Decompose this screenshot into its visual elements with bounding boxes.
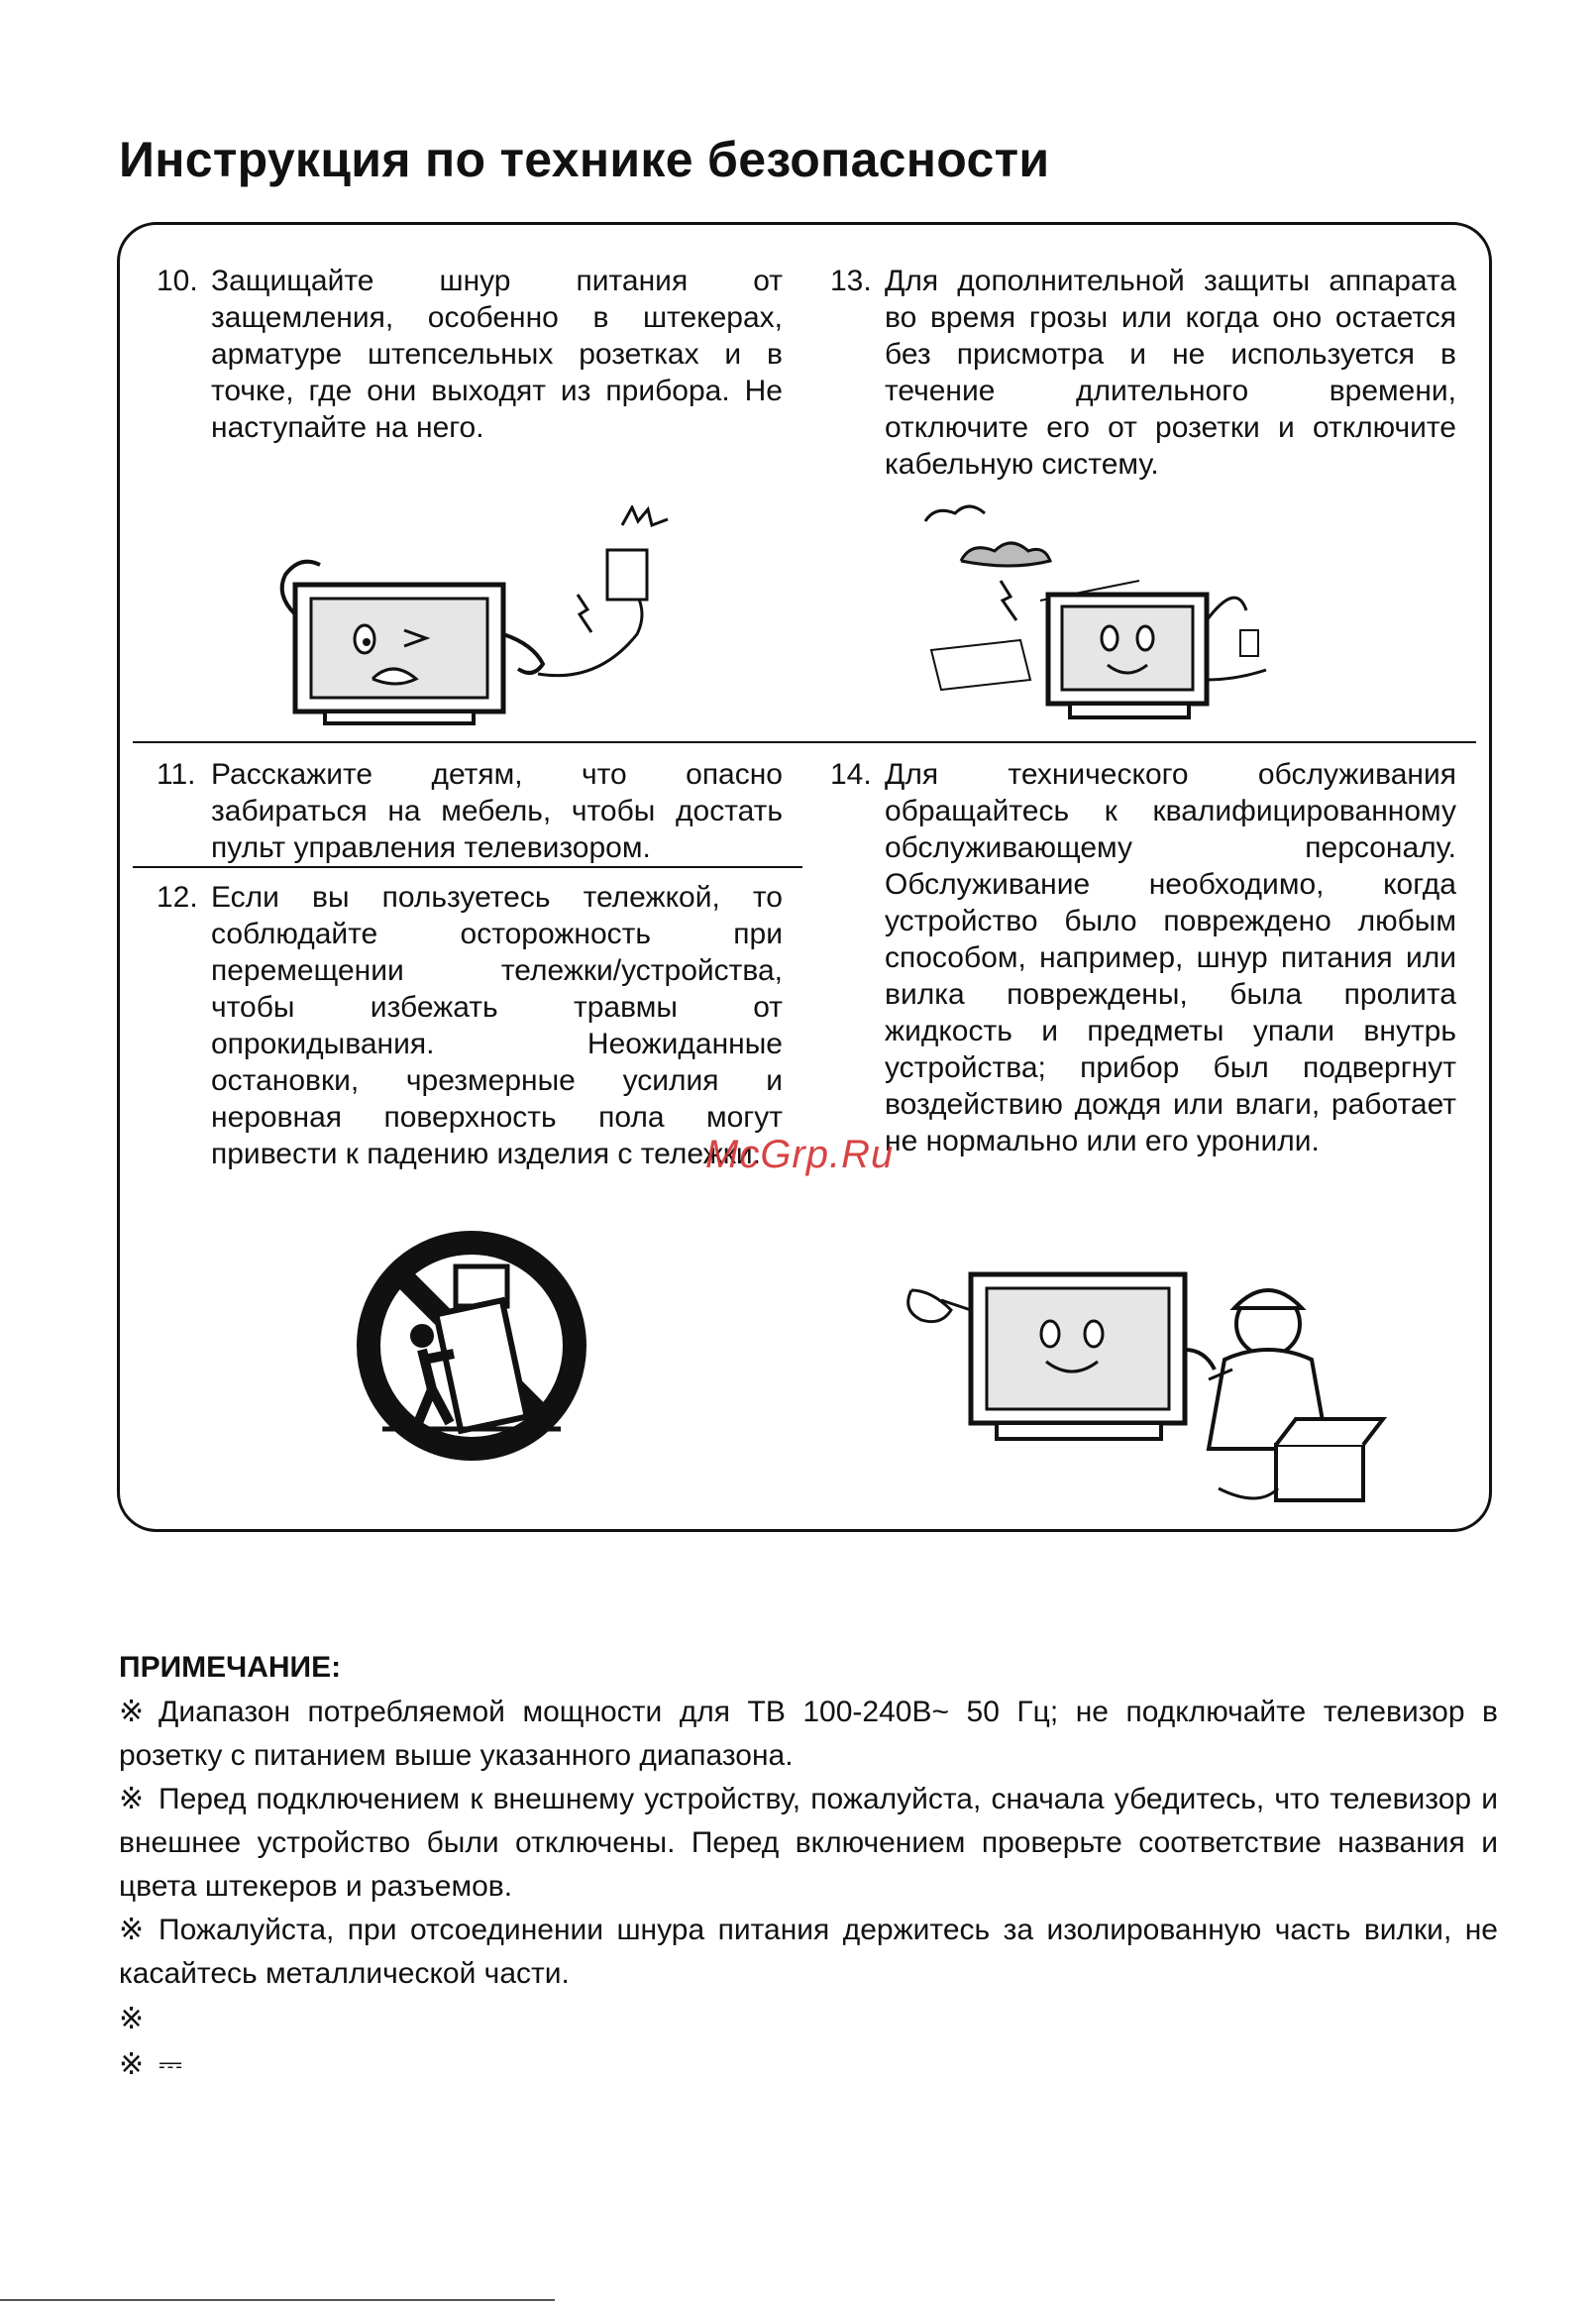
safety-item-11	[157, 756, 783, 866]
reference-mark-icon: ※	[119, 2048, 145, 2081]
tv-cord-illustration	[256, 505, 692, 733]
page-title: Инструкция по технике безопасности	[119, 132, 1050, 187]
safety-item-12	[157, 879, 783, 1172]
tv-storm-illustration	[921, 501, 1298, 729]
item-text: Для дополнительной защиты аппарата во время грозы или когда оно остается без присмотра и не используется в течение длительного времени, отключите его от розетки и отключите кабельную систему.	[885, 265, 1456, 481]
note-line-5	[119, 2043, 1498, 2087]
reference-mark-icon: ※	[119, 1783, 145, 1815]
item-text: Если вы пользуетесь тележкой, то соблюдайте осторожность при перемещении тележки/устройства, чтобы избежать травмы от опрокидывания. Неожиданные остановки, чрезмерные усилия и неровная поверхность пола могут привести к падению изделия с тележки.	[211, 881, 783, 1170]
item-number: 13.	[830, 265, 872, 297]
safety-item-14	[830, 756, 1456, 1159]
tv-technician-illustration	[892, 1251, 1387, 1518]
reference-mark-icon: ※	[119, 1696, 145, 1728]
safety-item-10	[157, 263, 783, 446]
item-text: Защищайте шнур питания от защемления, особенно в штекерах, арматуре штепсельных розетках и в точке, где они выходят из прибора. Не наступайте на него.	[211, 265, 783, 444]
note-line-3	[119, 1909, 1498, 1996]
reference-mark-icon: ※	[119, 2003, 145, 2035]
item-number: 11.	[157, 758, 196, 791]
safety-item-13	[830, 263, 1456, 483]
note-text: Диапазон потребляемой мощности для ТВ 100-240В~ 50 Гц; не подключайте телевизор в розетку с питанием выше указанного диапазона.	[119, 1696, 1498, 1772]
cart-tip-warning-icon	[353, 1227, 590, 1465]
dc-symbol-icon: ⎓	[159, 2048, 182, 2081]
item-text: Расскажите детям, что опасно забираться на мебель, чтобы достать пульт управления телевизором.	[211, 758, 783, 864]
watermark: McGrp.Ru	[705, 1133, 895, 1176]
item-number: 12.	[157, 881, 198, 914]
note-line-1	[119, 1691, 1498, 1778]
footer-rule	[0, 2299, 555, 2301]
note-line-4	[119, 1998, 1498, 2041]
note-text: Перед подключением к внешнему устройству, пожалуйста, сначала убедитесь, что телевизор и внешнее устройство были отключены. Перед включением проверьте соответствие названия и цвета штекеров и разъемов.	[119, 1783, 1498, 1903]
reference-mark-icon: ※	[119, 1914, 145, 1946]
item-text: Для технического обслуживания обращайтесь к квалифицированному обслуживающему персоналу. Обслуживание необходимо, когда устройство было повреждено любым способом, например, шнур питания или вилка повреждены, была пролита жидкость и предметы упали внутрь устройства; прибор был подвергнут воздействию дождя или влаги, работает не нормально или его уронили.	[885, 758, 1456, 1157]
item-number: 10.	[157, 265, 198, 297]
note-line-2	[119, 1778, 1498, 1909]
note-title: ПРИМЕЧАНИЕ:	[119, 1651, 342, 1684]
divider-row	[133, 741, 1476, 743]
divider-left	[133, 866, 802, 868]
note-text: Пожалуйста, при отсоединении шнура питания держитесь за изолированную часть вилки, не касайтесь металлической части.	[119, 1914, 1498, 1990]
item-number: 14.	[830, 758, 872, 791]
